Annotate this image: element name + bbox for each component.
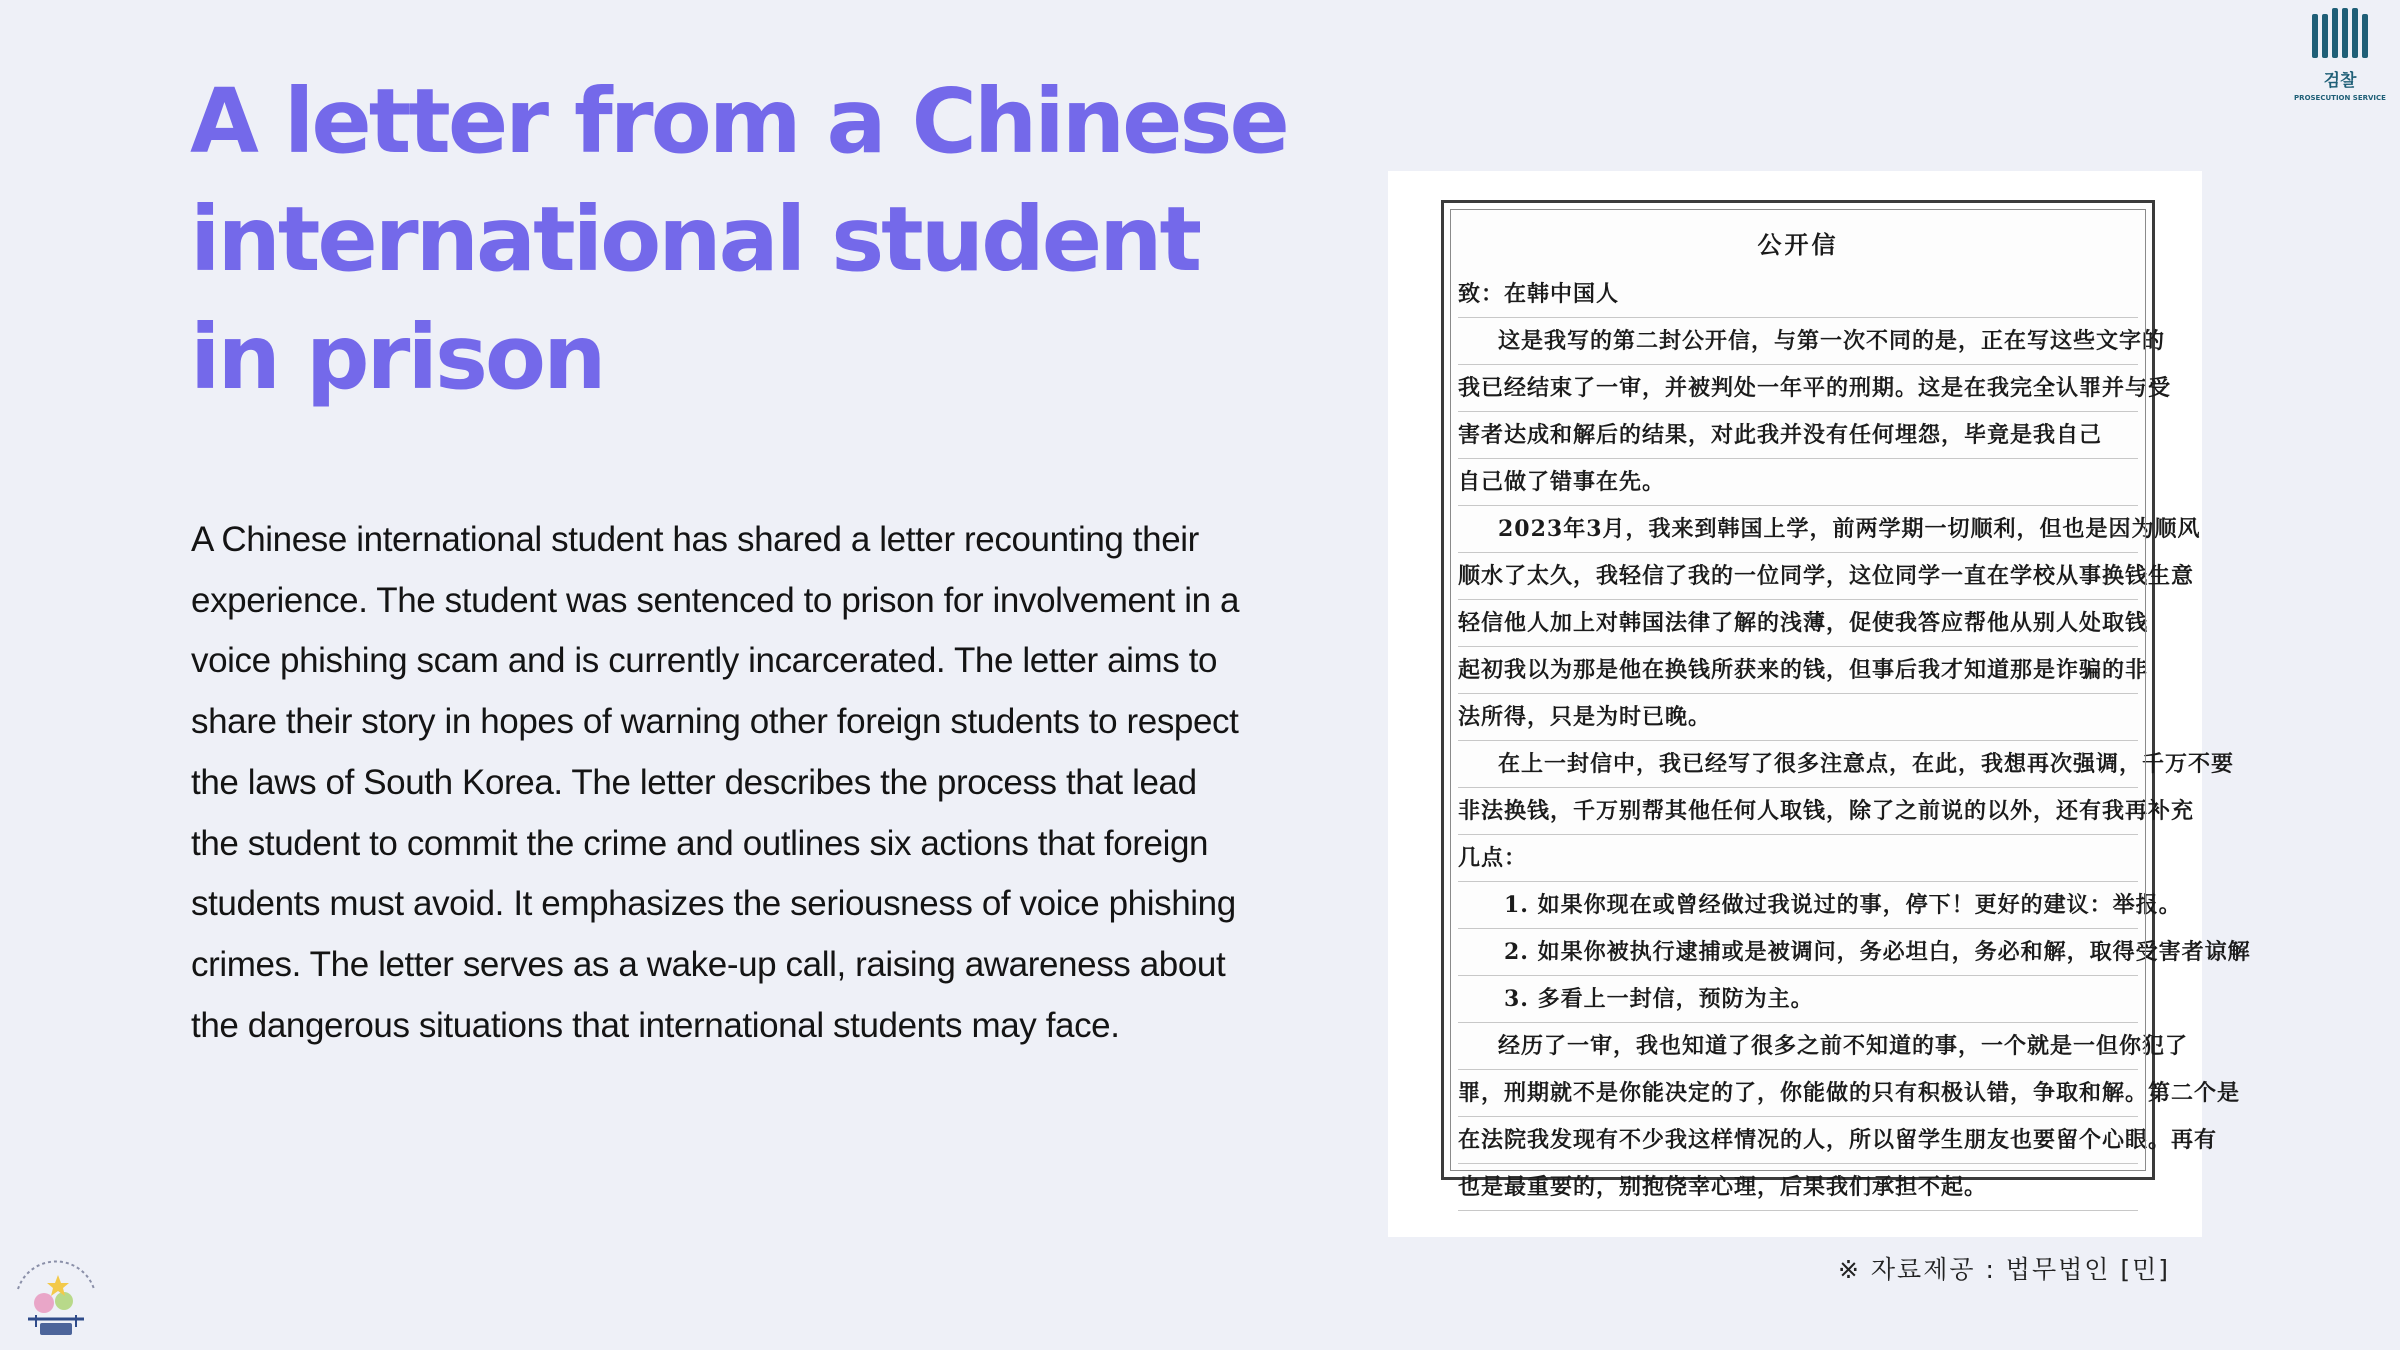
letter-line: 这是我写的第二封公开信，与第一次不同的是，正在写这些文字的 bbox=[1458, 318, 2138, 365]
prosecution-emblem-logo bbox=[6, 1245, 106, 1345]
letter-line: 法所得，只是为时已晚。 bbox=[1458, 694, 2138, 741]
letter-line: 几点： bbox=[1458, 835, 2138, 882]
slide-title: A letter from a Chinese international student in prison bbox=[190, 69, 1287, 409]
prosecution-emblem-icon bbox=[6, 1245, 106, 1345]
letter-paper bbox=[1441, 200, 2251, 1200]
letter-line: 2. 如果你被执行逮捕或是被调问，务必坦白，务必和解，取得受害者谅解 bbox=[1458, 929, 2138, 976]
logo-text: 검찰 bbox=[2323, 71, 2357, 91]
prosecution-service-logo-icon bbox=[2290, 4, 2400, 104]
letter-line: 在上一封信中，我已经写了很多注意点，在此，我想再次强调，千万不要 bbox=[1458, 741, 2138, 788]
letter-line: 3. 多看上一封信，预防为主。 bbox=[1458, 976, 2138, 1023]
letter-line: 自己做了错事在先。 bbox=[1458, 459, 2138, 506]
letter-line: 1. 如果你现在或曾经做过我说过的事，停下！更好的建议：举报。 bbox=[1458, 882, 2138, 929]
letter-line: 罪，刑期就不是你能决定的了，你能做的只有积极认错，争取和解。第二个是 bbox=[1458, 1070, 2138, 1117]
letter-line: 在法院我发现有不少我这样情况的人，所以留学生朋友也要留个心眼。再有 bbox=[1458, 1117, 2138, 1164]
letter-line: 顺水了太久，我轻信了我的一位同学，这位同学一直在学校从事换钱生意 bbox=[1458, 553, 2138, 600]
letter-line: 经历了一审，我也知道了很多之前不知道的事，一个就是一但你犯了 bbox=[1458, 1023, 2138, 1070]
letter-line: 起初我以为那是他在换钱所获来的钱，但事后我才知道那是诈骗的非 bbox=[1458, 647, 2138, 694]
letter-lines bbox=[1458, 271, 2251, 1211]
letter-line: 我已经结束了一审，并被判处一年平的刑期。这是在我完全认罪并与受 bbox=[1458, 365, 2138, 412]
letter-line: 致：在韩中国人 bbox=[1458, 271, 2138, 318]
prosecution-service-logo bbox=[2290, 4, 2400, 104]
letter-line: 轻信他人加上对韩国法律了解的浅薄，促使我答应帮他从别人处取钱 bbox=[1458, 600, 2138, 647]
source-caption: ※ 자료제공 : 법무법인 [민] bbox=[1838, 1255, 2171, 1284]
letter-image bbox=[1388, 171, 2251, 1237]
letter-line: 也是最重要的，别抱侥幸心理，后果我们承担不起。 bbox=[1458, 1164, 2138, 1211]
logo-subtext: PROSECUTION SERVICE bbox=[2294, 94, 2386, 102]
letter-heading: 公开信 bbox=[1757, 230, 1839, 259]
letter-line: 2023年3月，我来到韩国上学，前两学期一切顺利，但也是因为顺风 bbox=[1458, 506, 2138, 553]
letter-line: 害者达成和解后的结果，对此我并没有任何埋怨，毕竟是我自己 bbox=[1458, 412, 2138, 459]
slide-body-text: A Chinese international student has shared a letter recounting their experience. The student was sentenced to prison for involvement in a voice phishing scam and is currently incarcerated. The letter aims to share their story in hopes of warning other foreign students to respect the laws of South Korea. The letter describes the process that lead the student to commit the crime and outlines six actions that foreign students must avoid. It emphasizes the seriousness of voice phishing crimes. The letter serves as a wake-up call, raising awareness about the dangerous situations that international students may face. bbox=[191, 520, 1240, 1045]
letter-line: 非法换钱，千万别帮其他任何人取钱，除了之前说的以外，还有我再补充 bbox=[1458, 788, 2138, 835]
